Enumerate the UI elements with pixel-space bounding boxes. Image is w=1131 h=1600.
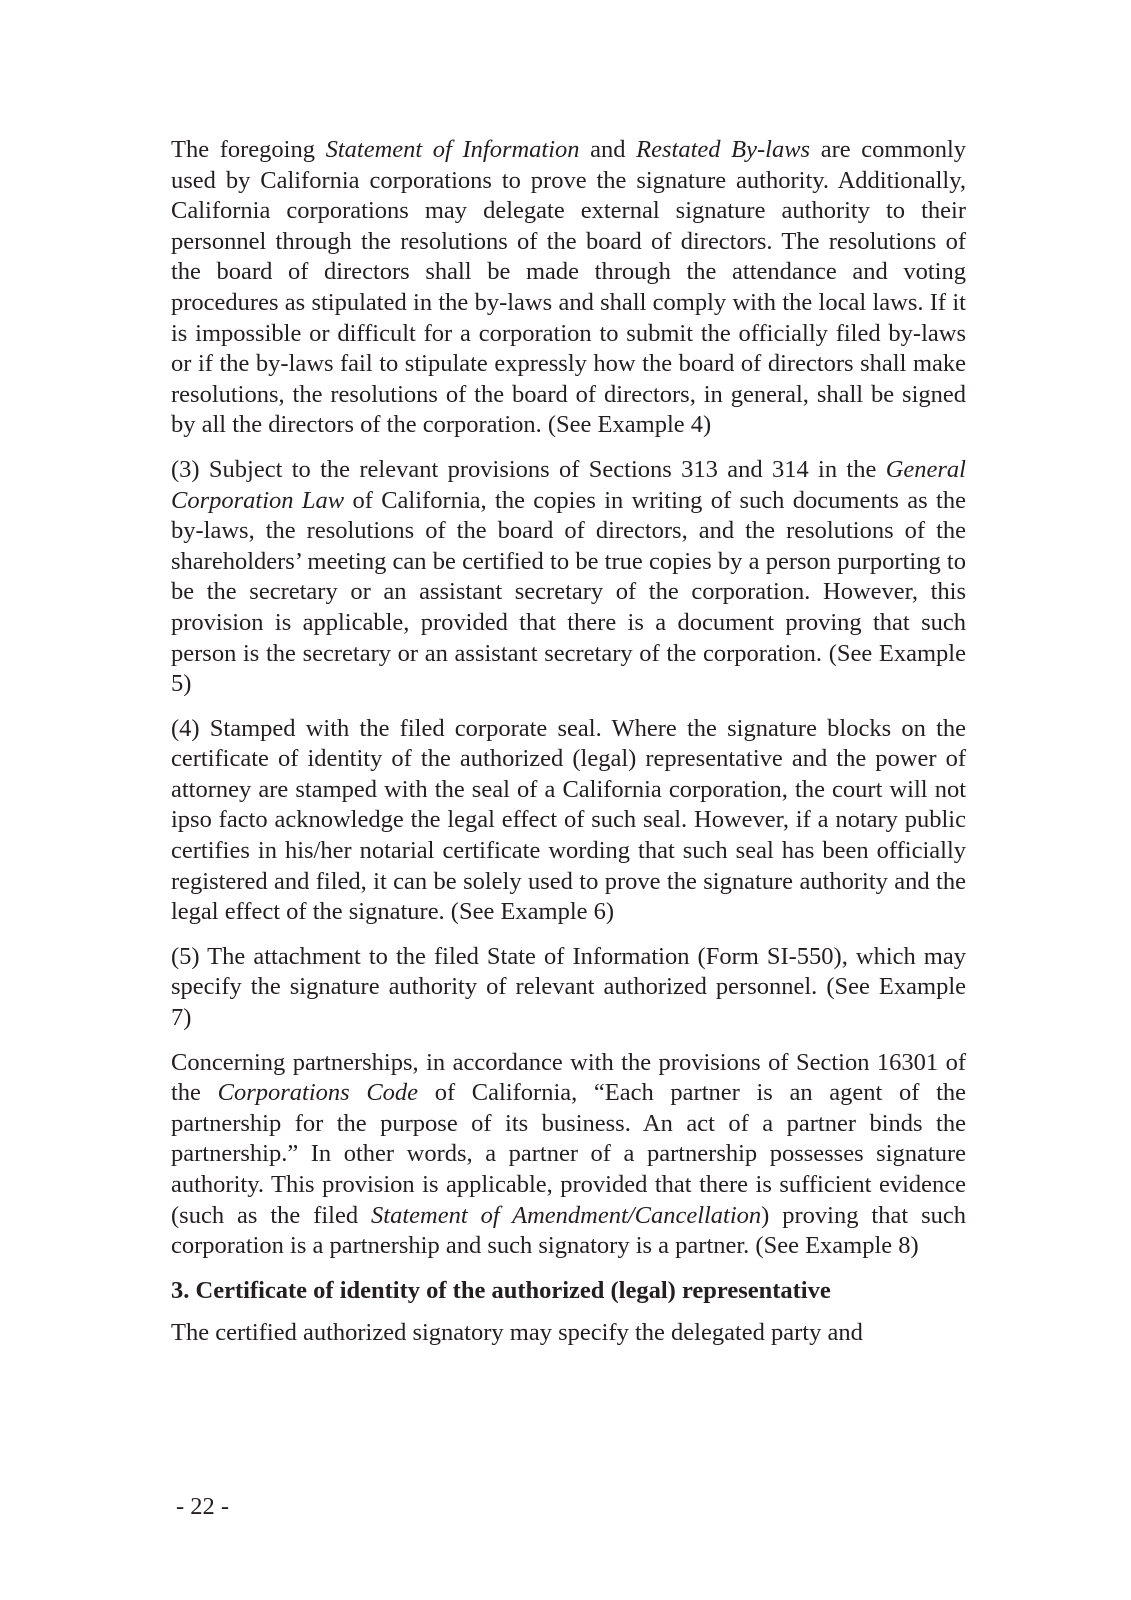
- paragraph-4-text: (5) The attachment to the filed State of Information (Form SI-550), which may specify the signature authority of relevant authorized personnel. (See Example 7): [171, 942, 966, 1032]
- paragraph-2-italic-general-corporation-law: General Corporation Law: [171, 455, 966, 514]
- paragraph-5-italic-statement-of-amendment: Statement of Amendment/Cancellation: [371, 1201, 762, 1229]
- paragraph-1-italic-restated-bylaws: Restated By-laws: [636, 136, 811, 163]
- paragraph-2: [171, 455, 966, 700]
- paragraph-5-text: Concerning partnerships, in accordance with the provisions of Section 16301 of the: [171, 1048, 966, 1107]
- paragraph-2-text: (3) Subject to the relevant provisions of Sections 313 and 314 in the: [171, 455, 886, 483]
- document-body: [171, 135, 966, 1363]
- paragraph-1-italic-statement-of-information: Statement of Information: [325, 136, 580, 163]
- paragraph-6: The certified authorized signatory may specify the delegated party and: [171, 1319, 863, 1347]
- paragraph-2-text: of California, the copies in writing of such documents as the by-laws, the resolutions of the board of directors, and the resolutions of the shareholders’ meeting can be certified to be true copies by a person purporting to be the secretary or an assistant secretary of the corporation. However, this provision is applicable, provided that there is a document proving that such person is the secretary or an assistant secretary of the corporation. (See Example 5): [171, 486, 966, 698]
- paragraph-5-italic-corporations-code: Corporations Code: [217, 1079, 419, 1107]
- section-heading: 3. Certificate of identity of the authorized (legal) representative: [171, 1276, 831, 1304]
- paragraph-5-text: ) proving that such corporation is a partnership and such signatory is a partner. (See Example 8): [171, 1201, 966, 1260]
- paragraph-3: [171, 714, 966, 928]
- paragraph-4: [171, 942, 966, 1034]
- paragraph-5-text: of California, “Each partner is an agent of the partnership for the purpose of its business. An act of a partner binds the partnership.” In other words, a partner of a partnership possesses signature authority. This provision is applicable, provided that there is sufficient evidence (such as the filed: [171, 1079, 967, 1229]
- paragraph-3-text: (4) Stamped with the filed corporate seal. Where the signature blocks on the certificate of identity of the authorized (legal) representative and the power of attorney are stamped with the seal of a California corporation, the court will not ipso facto acknowledge the legal effect of such seal. However, if a notary public certifies in his/her notarial certificate wording that such seal has been officially registered and filed, it can be solely used to prove the signature authority and the legal effect of the signature. (See Example 6): [171, 714, 966, 926]
- paragraph-5: [171, 1048, 966, 1262]
- paragraph-1: [171, 135, 966, 441]
- paragraph-1-text: and: [579, 136, 637, 163]
- paragraph-1-text: The foregoing: [171, 136, 326, 163]
- page-number: - 22 -: [176, 1493, 230, 1520]
- paragraph-1-text: are commonly used by California corporations to prove the signature authority. Additionally, California corporations may delegate external signature authority to their personnel through the resolutions of the board of directors. The resolutions of the board of directors shall be made through the attendance and voting procedures as stipulated in the by-laws and shall comply with the local laws. If it is impossible or difficult for a corporation to submit the officially filed by-laws or if the by-laws fail to stipulate expressly how the board of directors shall make resolutions, the resolutions of the board of directors, in general, shall be signed by all the directors of the corporation. (See Example 4): [171, 136, 967, 439]
